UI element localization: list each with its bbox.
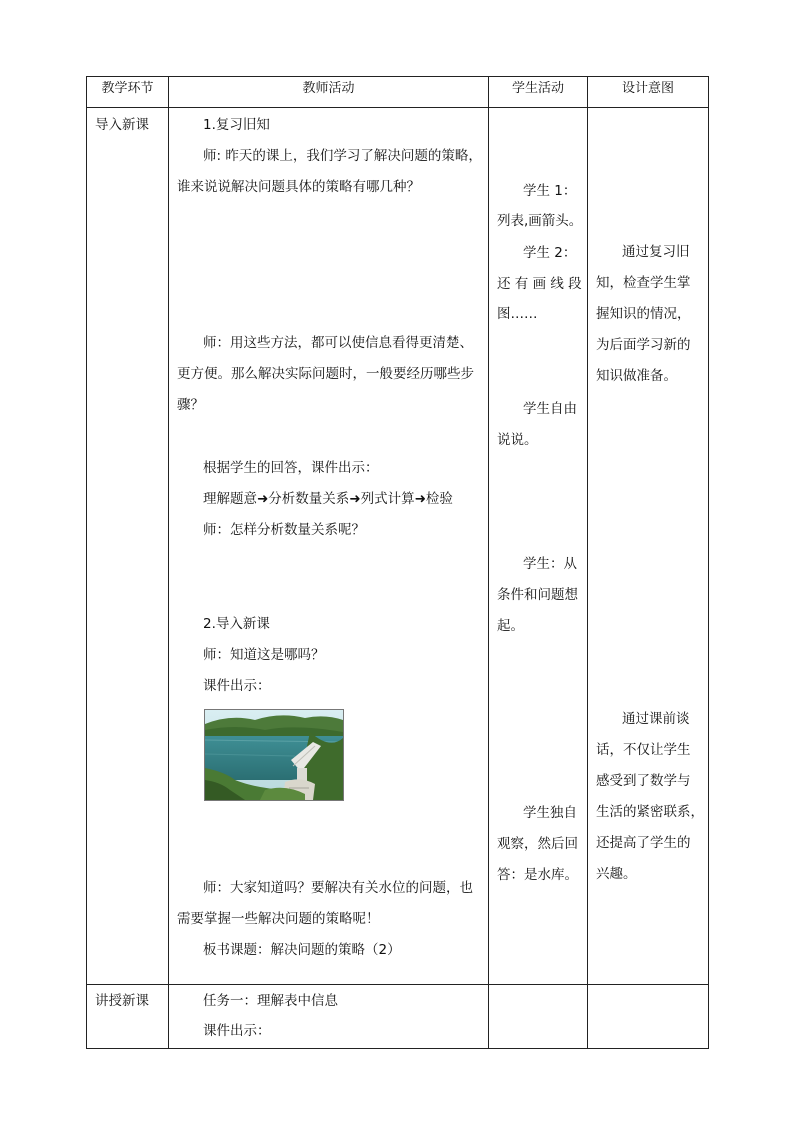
table-row [87, 108, 709, 985]
stage-cell [87, 108, 169, 985]
student-line: 答：是水库。 [497, 867, 578, 883]
table-row [87, 985, 709, 1049]
reservoir-dam-photo [204, 709, 344, 801]
intent-line: 兴趣。 [596, 866, 637, 882]
teacher-activity-cell [169, 108, 489, 985]
student-line: 说说。 [497, 432, 538, 448]
student-activity-cell [489, 985, 588, 1049]
student-line: 还 有 画 线 段 [497, 276, 582, 292]
header-stage: 教学环节 [87, 77, 169, 108]
intent-line: 还提高了学生的 [596, 835, 691, 851]
teacher-line: 理解题意➜分析数量关系➜列式计算➜检验 [203, 491, 453, 507]
intent-line: 握知识的情况， [596, 306, 691, 322]
design-intent-cell [588, 985, 709, 1049]
stage-cell [87, 985, 169, 1049]
teacher-line: 需要掌握一些解决问题的策略呢！ [177, 911, 380, 927]
teacher-activity-cell [169, 985, 489, 1049]
student-line: 学生独自 [523, 805, 577, 821]
teacher-line: 2.导入新课 [203, 616, 270, 632]
lesson-plan-table [86, 76, 709, 1049]
teacher-line: 谁来说说解决问题具体的策略有哪几种？ [177, 179, 420, 195]
design-intent-cell [588, 108, 709, 985]
student-line: 学生 2： [523, 245, 577, 261]
table-header-row [87, 77, 709, 108]
teacher-line: 师：知道这是哪吗？ [203, 647, 325, 663]
student-line: 学生自由 [523, 401, 577, 417]
teacher-line: 师：用这些方法，都可以使信息看得更清楚、 [203, 335, 473, 351]
student-line: 学生 1： [523, 183, 577, 199]
intent-line: 感受到了数学与 [596, 773, 691, 789]
stage-label: 讲授新课 [95, 993, 149, 1009]
intent-line: 话，不仅让学生 [596, 742, 691, 758]
student-line: 起。 [497, 618, 524, 634]
student-line: 列表,画箭头。 [497, 213, 583, 229]
header-student-activity: 学生活动 [489, 77, 588, 108]
teacher-line: 任务一：理解表中信息 [203, 993, 338, 1009]
teacher-line: 师: 昨天的课上，我们学习了解决问题的策略， [203, 148, 482, 164]
teacher-line: 更方便。那么解决实际问题时，一般要经历哪些步 [177, 366, 474, 382]
student-line: 观察，然后回 [497, 836, 578, 852]
student-line: 条件和问题想 [497, 587, 578, 603]
teacher-line: 课件出示： [203, 678, 271, 694]
intent-line: 生活的紧密联系， [596, 804, 704, 820]
intent-line: 通过课前谈 [622, 711, 690, 727]
intent-line: 知，检查学生掌 [596, 275, 691, 291]
student-activity-cell [489, 108, 588, 985]
header-teacher-activity: 教师活动 [169, 77, 489, 108]
teacher-line: 根据学生的回答，课件出示： [203, 460, 379, 476]
stage-label: 导入新课 [95, 117, 149, 133]
teacher-line: 师：怎样分析数量关系呢？ [203, 522, 365, 538]
teacher-line: 1.复习旧知 [203, 117, 270, 133]
header-design-intent: 设计意图 [588, 77, 709, 108]
intent-line: 为后面学习新的 [596, 337, 691, 353]
intent-line: 通过复习旧 [622, 244, 690, 260]
teacher-line: 师：大家知道吗？要解决有关水位的问题，也 [203, 880, 473, 896]
teacher-line: 板书课题：解决问题的策略（2） [203, 942, 401, 958]
student-line: 学生：从 [523, 556, 577, 572]
teacher-line: 骤？ [177, 397, 204, 413]
intent-line: 知识做准备。 [596, 368, 677, 384]
teacher-line: 课件出示： [203, 1023, 271, 1039]
student-line: 图…… [497, 306, 538, 322]
